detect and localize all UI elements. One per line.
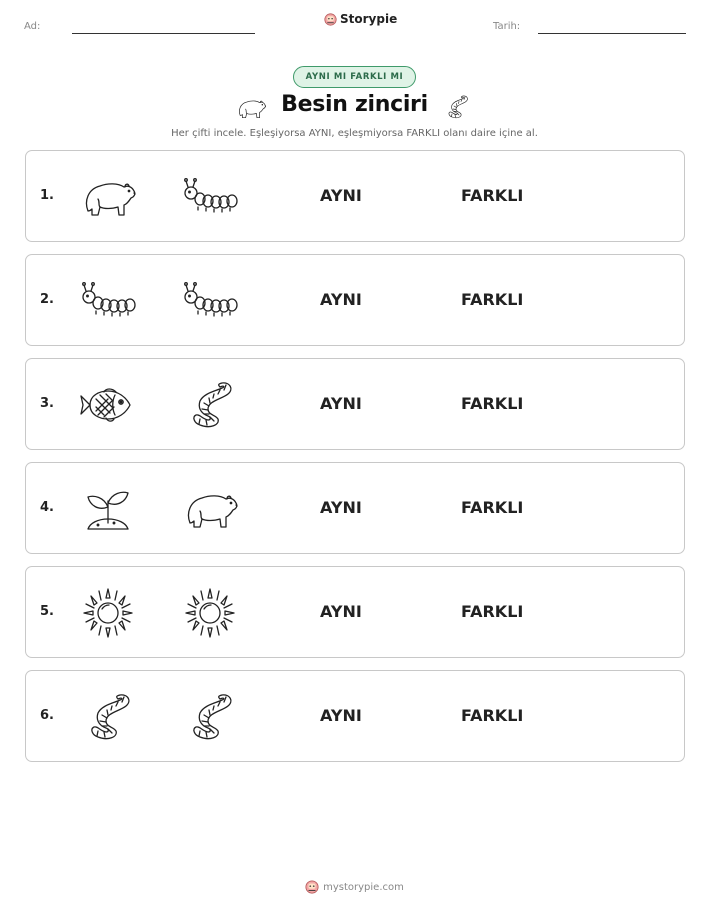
worm-icon <box>78 691 138 743</box>
fish-icon <box>78 379 138 431</box>
bear-icon <box>180 483 240 535</box>
name-label: Ad: <box>24 21 41 32</box>
question-number: 1. <box>40 188 54 203</box>
same-option[interactable]: AYNI <box>320 602 362 621</box>
worksheet-header <box>0 0 709 40</box>
different-option[interactable]: FARKLI <box>461 602 524 621</box>
different-option[interactable]: FARKLI <box>461 498 524 517</box>
worm-icon <box>180 379 240 431</box>
caterpillar-icon <box>180 275 240 327</box>
same-option[interactable]: AYNI <box>320 706 362 725</box>
question-row-1 <box>25 150 685 242</box>
question-row-6 <box>25 670 685 762</box>
date-line <box>538 33 686 34</box>
footer <box>0 880 709 894</box>
date-label: Tarih: <box>493 21 521 32</box>
same-option[interactable]: AYNI <box>320 498 362 517</box>
instructions: Her çifti incele. Eşleşiyorsa AYNI, eşleşmiyorsa FARKLI olanı daire içine al. <box>171 128 538 139</box>
question-row-2 <box>25 254 685 346</box>
bear-icon <box>78 171 138 223</box>
name-line <box>72 33 255 34</box>
sun-icon <box>78 587 138 639</box>
question-number: 6. <box>40 708 54 723</box>
different-option[interactable]: FARKLI <box>461 706 524 725</box>
question-number: 3. <box>40 396 54 411</box>
different-option[interactable]: FARKLI <box>461 394 524 413</box>
same-option[interactable]: AYNI <box>320 186 362 205</box>
same-option[interactable]: AYNI <box>320 290 362 309</box>
different-option[interactable]: FARKLI <box>461 186 524 205</box>
mascot-icon <box>305 880 319 894</box>
question-row-5 <box>25 566 685 658</box>
page-title: Besin zinciri <box>281 92 428 117</box>
different-option[interactable]: FARKLI <box>461 290 524 309</box>
brand-logo <box>324 12 397 26</box>
title-area <box>0 92 709 124</box>
sun-icon <box>180 587 240 639</box>
question-row-3 <box>25 358 685 450</box>
question-number: 4. <box>40 500 54 515</box>
worm-icon <box>180 691 240 743</box>
question-number: 2. <box>40 292 54 307</box>
caterpillar-icon <box>180 171 240 223</box>
sprout-icon <box>78 483 138 535</box>
worksheet-tag: AYNI MI FARKLI MI <box>293 66 416 88</box>
question-number: 5. <box>40 604 54 619</box>
same-option[interactable]: AYNI <box>320 394 362 413</box>
mascot-icon <box>324 13 337 26</box>
caterpillar-icon <box>78 275 138 327</box>
footer-url: mystorypie.com <box>323 881 404 893</box>
worm-icon <box>442 92 472 122</box>
question-row-4 <box>25 462 685 554</box>
brand-name: Storypie <box>340 12 398 26</box>
